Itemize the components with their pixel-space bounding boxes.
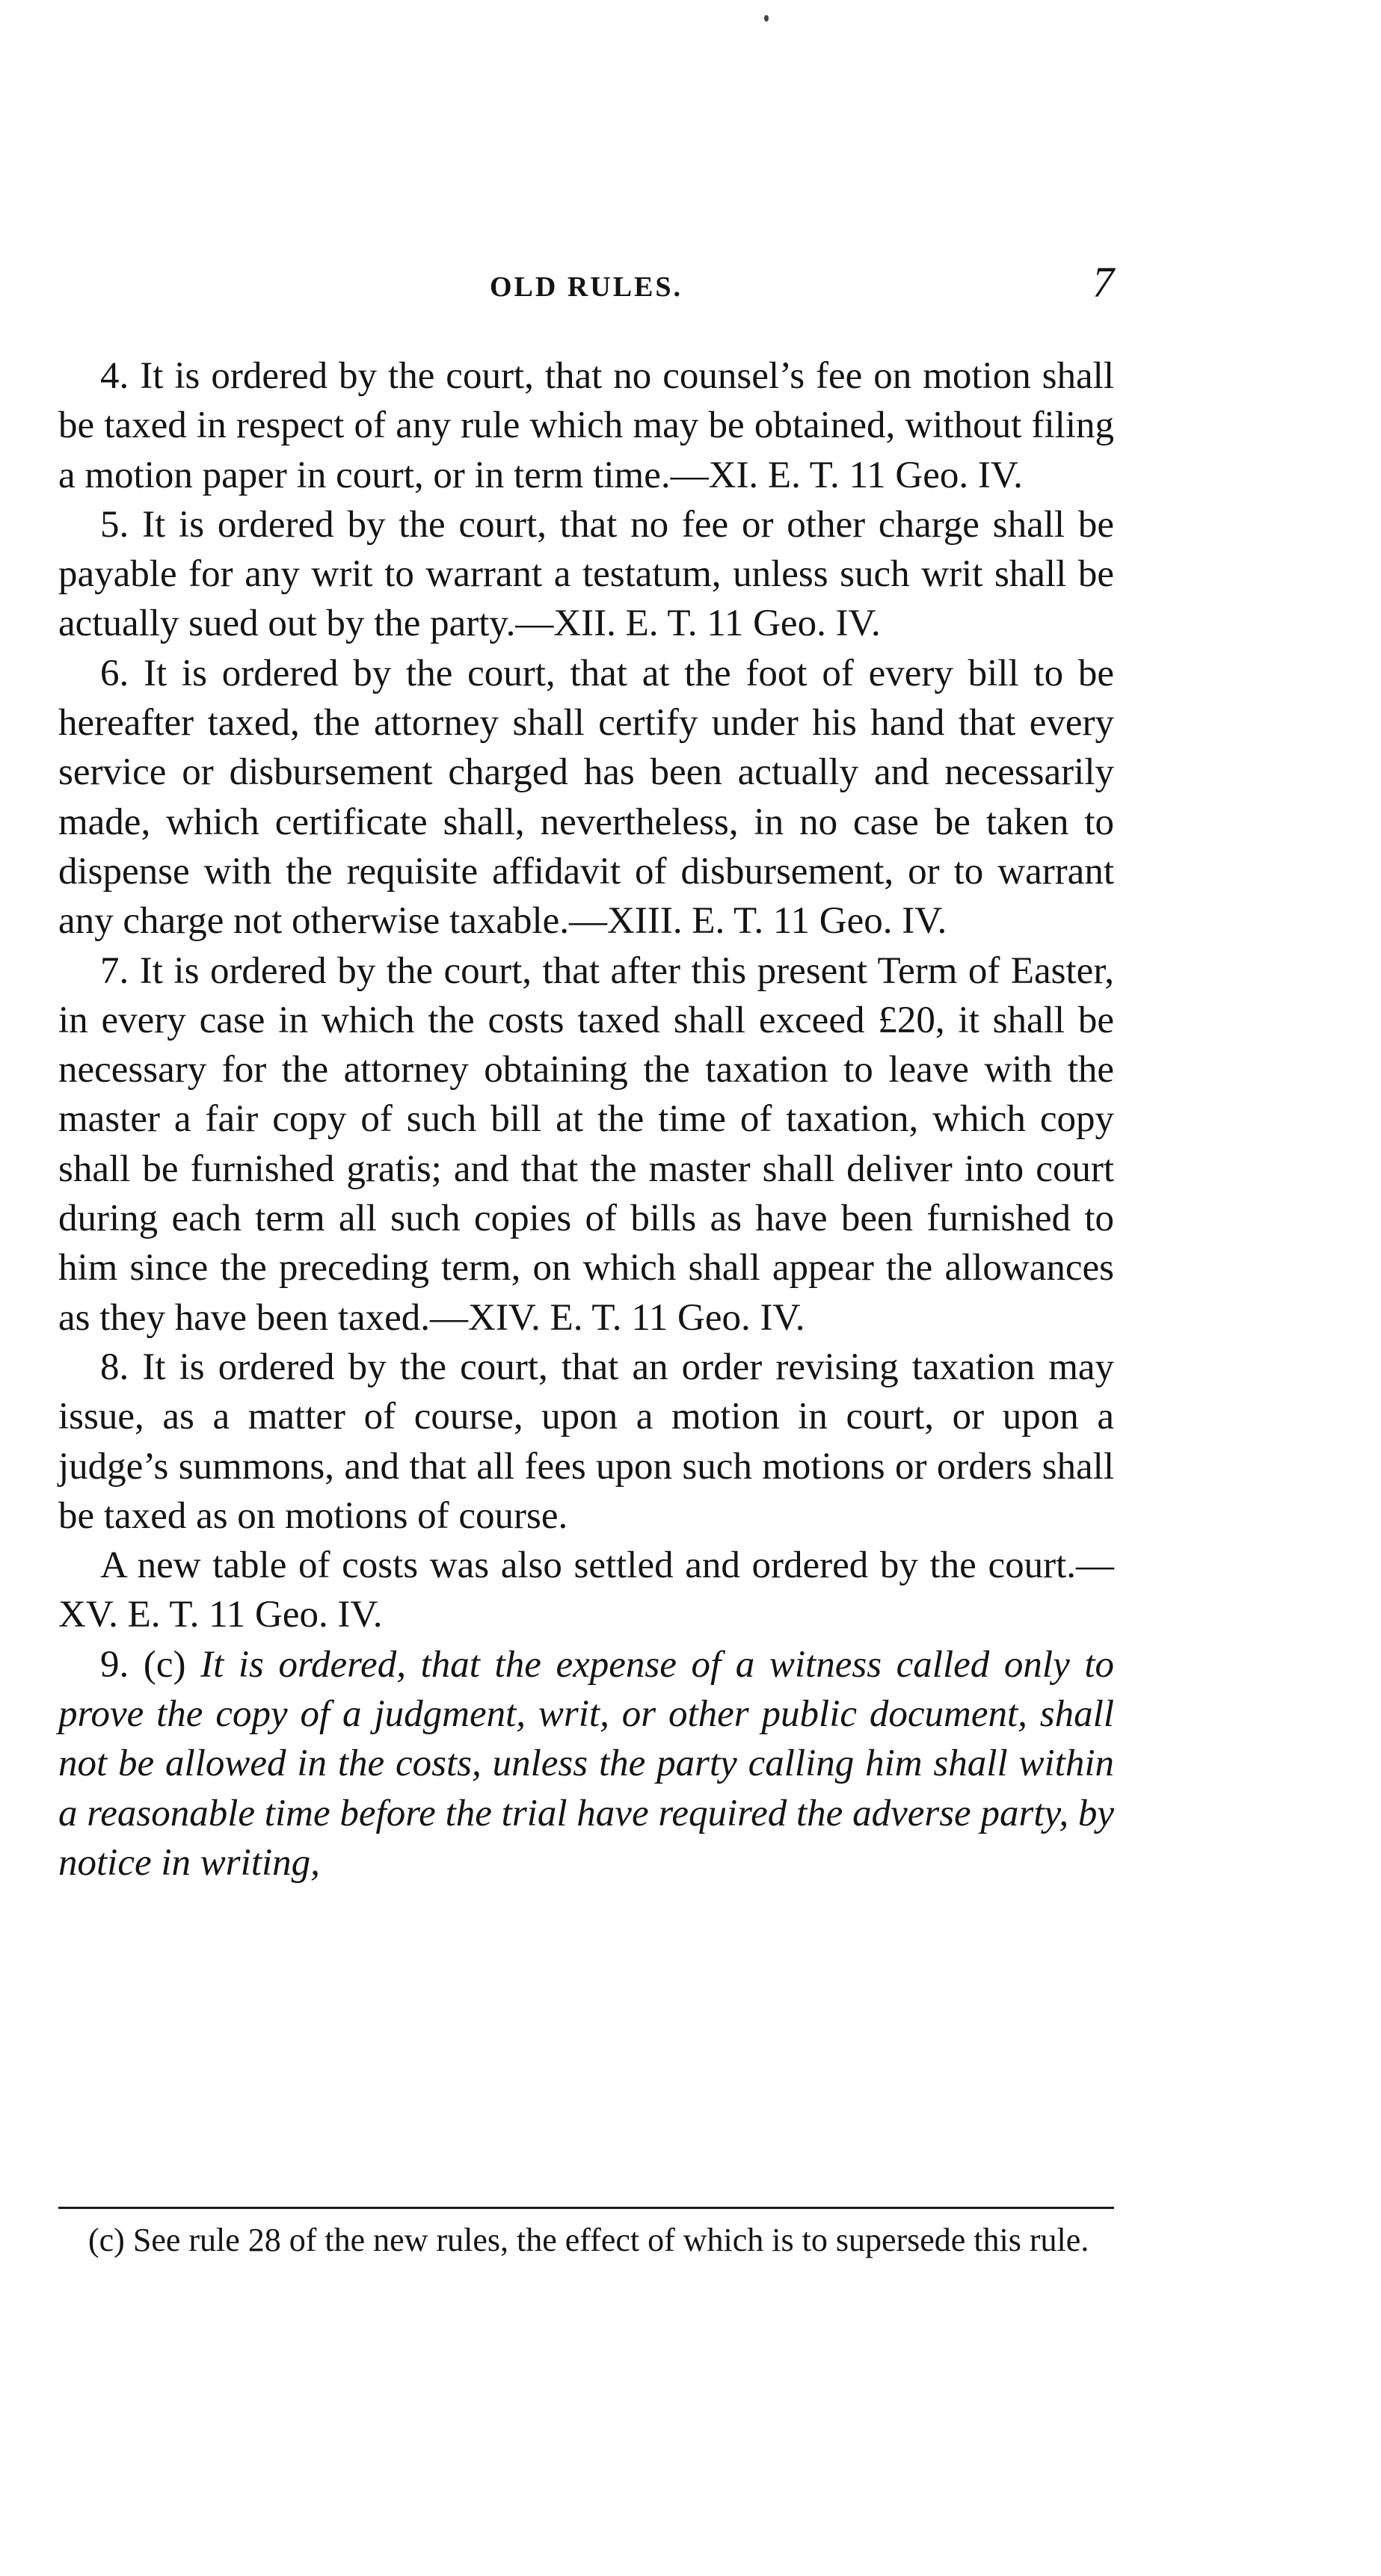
rule-text: It is ordered by the court, that no fee or other charge shall be payable for any writ to warrant a testatum, unless such writ shall be actually sued out by the party.—XII. E. T. 11 Geo. IV. — [58, 503, 1115, 645]
table-of-costs-paragraph — [58, 1541, 1114, 1640]
footnote — [58, 2219, 1114, 2262]
rule-paragraph-4 — [58, 351, 1114, 500]
rule-number: 6. — [100, 652, 129, 694]
rule-text: It is ordered by the court, that after this present Term of Easter, in every case in which the costs taxed shall exceed £20, it shall be necessary for the attorney obtaining the taxation to leave with the master a fair copy of such bill at the time of taxation, which copy shall be furnished gratis; and that the master shall deliver into court during each term all such copies of bills as have been furnished to him since the preceding term, on which shall appear the allowances as they have been taxed.—XIV. E. T. 11 Geo. IV. — [58, 949, 1115, 1339]
page-number: 7 — [1092, 258, 1114, 306]
rule-paragraph-6 — [58, 649, 1114, 946]
rule-number: 9. — [100, 1643, 129, 1686]
footnote-separator — [58, 2207, 1114, 2209]
rule-paragraph-7 — [58, 946, 1114, 1343]
paragraph-text: A new table of costs was also settled and ordered by the court.—XV. E. T. 11 Geo. IV. — [58, 1544, 1114, 1636]
page-header — [58, 258, 1114, 315]
rule-number: 5. — [100, 503, 129, 546]
footnote-mark: (c) — [88, 2222, 125, 2258]
rule-paragraph-8 — [58, 1343, 1114, 1541]
rule-number: 8. — [100, 1346, 129, 1388]
footnote-reference: (c) — [143, 1643, 186, 1686]
rule-text: It is ordered by the court, that at the foot of every bill to be hereafter taxed, the attorney shall certify under his hand that every service or disbursement charged has been actually and necessarily made, which certificate shall, nevertheless, in no case be taken to dispense with the requisite affidavit of disbursement, or to warrant any charge not otherwise taxable.—XIII. E. T. 11 Geo. IV. — [58, 652, 1115, 943]
rule-text: It is ordered by the court, that an order revising taxation may issue, as a matter of course, upon a motion in court, or upon a judge’s summons, and that all fees upon such motions or orders shall be taxed as on motions of course. — [58, 1346, 1114, 1537]
body-text — [58, 351, 1114, 1888]
running-head: OLD RULES. — [489, 271, 683, 303]
rule-text: It is ordered by the court, that no counsel’s fee on motion shall be taxed in respect of any rule which may be obtained, without filing a motion paper in court, or in term time.—XI. E. T. 11 Geo. IV. — [58, 355, 1115, 496]
rule-number: 4. — [100, 355, 129, 397]
rule-paragraph-5 — [58, 500, 1114, 649]
ink-speck — [764, 15, 769, 22]
rule-text-italic: It is ordered, that the expense of a witness called only to prove the copy of a judgment, writ, or other public document, shall not be allowed in the costs, unless the party calling him shall within a reasonable time before the trial have required the adverse party, by notice in writing, — [58, 1643, 1114, 1884]
footnote-text: See rule 28 of the new rules, the effect of which is to supersede this rule. — [132, 2222, 1089, 2258]
rule-number: 7. — [100, 949, 129, 992]
rule-paragraph-9 — [58, 1640, 1114, 1888]
